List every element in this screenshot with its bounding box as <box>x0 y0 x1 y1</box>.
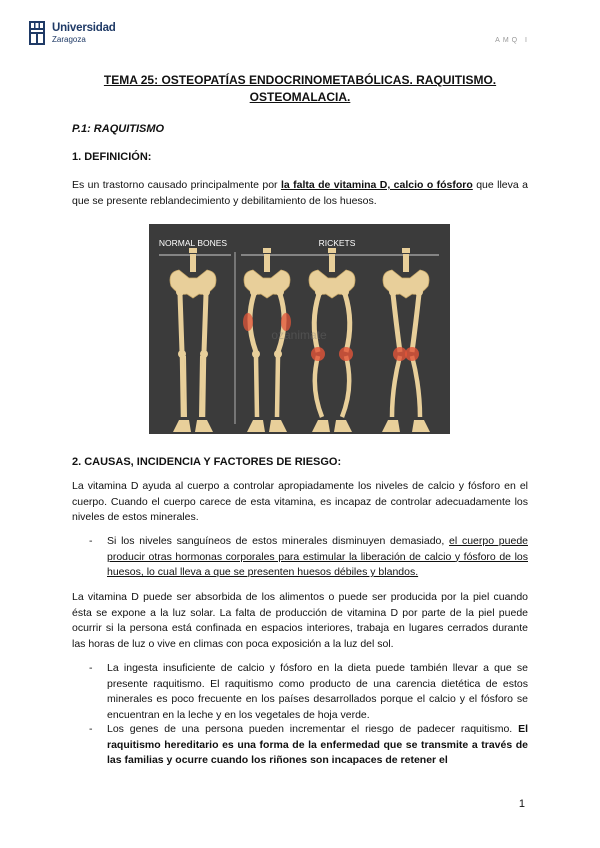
logo-university-text: Universidad <box>52 22 116 34</box>
part-heading: P.1: RAQUITISMO <box>72 123 165 135</box>
bullet-1-underlined: el cuerpo puede producir otras hormonas corporales para estimular la liberación de calcio y fósforo de los huesos, lo cual lleva a que se presenten huesos débiles y blandos. <box>107 535 528 578</box>
causes-paragraph-2: La vitamina D puede ser absorbida de los alimentos o puede ser producida por la piel cuando ésta se expone a la luz solar. La falta de producción de vitamina D por parte de la piel puede ocurrir si la persona está confinada en espacios interiores, trabaja en lugares cerrados durante las horas de luz o vive en climas con poca exposición a la luz del sol. <box>72 591 528 650</box>
definition-text-end: que lleva a que se presente reblandecimiento y debilitamiento de los huesos. <box>72 179 528 207</box>
course-tag: AMQ I <box>495 37 530 44</box>
section-2-heading: 2. CAUSAS, INCIDENCIA Y FACTORES DE RIESGO: <box>72 456 342 468</box>
rickets-figure <box>149 224 450 434</box>
page-number: 1 <box>518 798 525 810</box>
bullet-3-text: Los genes de una persona pueden incrementar el riesgo de padecer raquitismo. <box>107 723 519 735</box>
bullet-dash: - <box>89 723 93 735</box>
bullet-item-3 <box>89 722 528 769</box>
bones-illustration <box>149 224 450 434</box>
bullet-dash: - <box>89 535 93 547</box>
definition-paragraph <box>72 178 528 209</box>
bullet-2-text: La ingesta insuficiente de calcio y fósforo en la dieta puede también llevar a que se presente raquitismo. El raquitismo como producto de una carencia dietética de estos minerales es poco frecuente en los países desarrollados porque el calcio y el fósforo se encuentran en la leche y en los vegetales de hoja verde. <box>107 662 528 721</box>
bullet-dash: - <box>89 662 93 674</box>
skeleton-rickets-3 <box>382 248 430 432</box>
skeleton-normal <box>170 248 216 432</box>
figure-watermark: ozanimate <box>271 328 327 342</box>
university-logo <box>28 20 128 50</box>
document-title: TEMA 25: OSTEOPATÍAS ENDOCRINOMETABÓLICAS. RAQUITISMO. OSTEOMALACIA. <box>103 73 497 104</box>
bullet-3-bold: El raquitismo hereditario es una forma de la enfermedad que se transmite a través de las familias y ocurre cuando los riñones son incapaces de retener el <box>107 723 528 766</box>
definition-text-start: Es un trastorno causado principalmente por <box>72 179 281 191</box>
section-1-heading: 1. DEFINICIÓN: <box>72 151 152 163</box>
definition-emphasis: la falta de vitamina D, calcio o fósforo <box>280 179 473 191</box>
university-crest-icon <box>28 20 46 46</box>
bullet-1-text: Si los niveles sanguíneos de estos minerales disminuyen demasiado, <box>107 535 450 547</box>
bullet-item-1 <box>89 534 528 581</box>
bullet-item-2 <box>89 661 528 723</box>
label-normal-bones: NORMAL BONES <box>158 238 228 248</box>
logo-city-text: Zaragoza <box>52 35 86 44</box>
causes-paragraph-1: La vitamina D ayuda al cuerpo a controlar apropiadamente los niveles de calcio y fósforo en el cuerpo. Cuando el cuerpo carece de esta vitamina, es incapaz de controlar adecuadamente los niveles de estos minerales. <box>72 480 528 523</box>
label-rickets: RICKETS <box>318 238 356 248</box>
